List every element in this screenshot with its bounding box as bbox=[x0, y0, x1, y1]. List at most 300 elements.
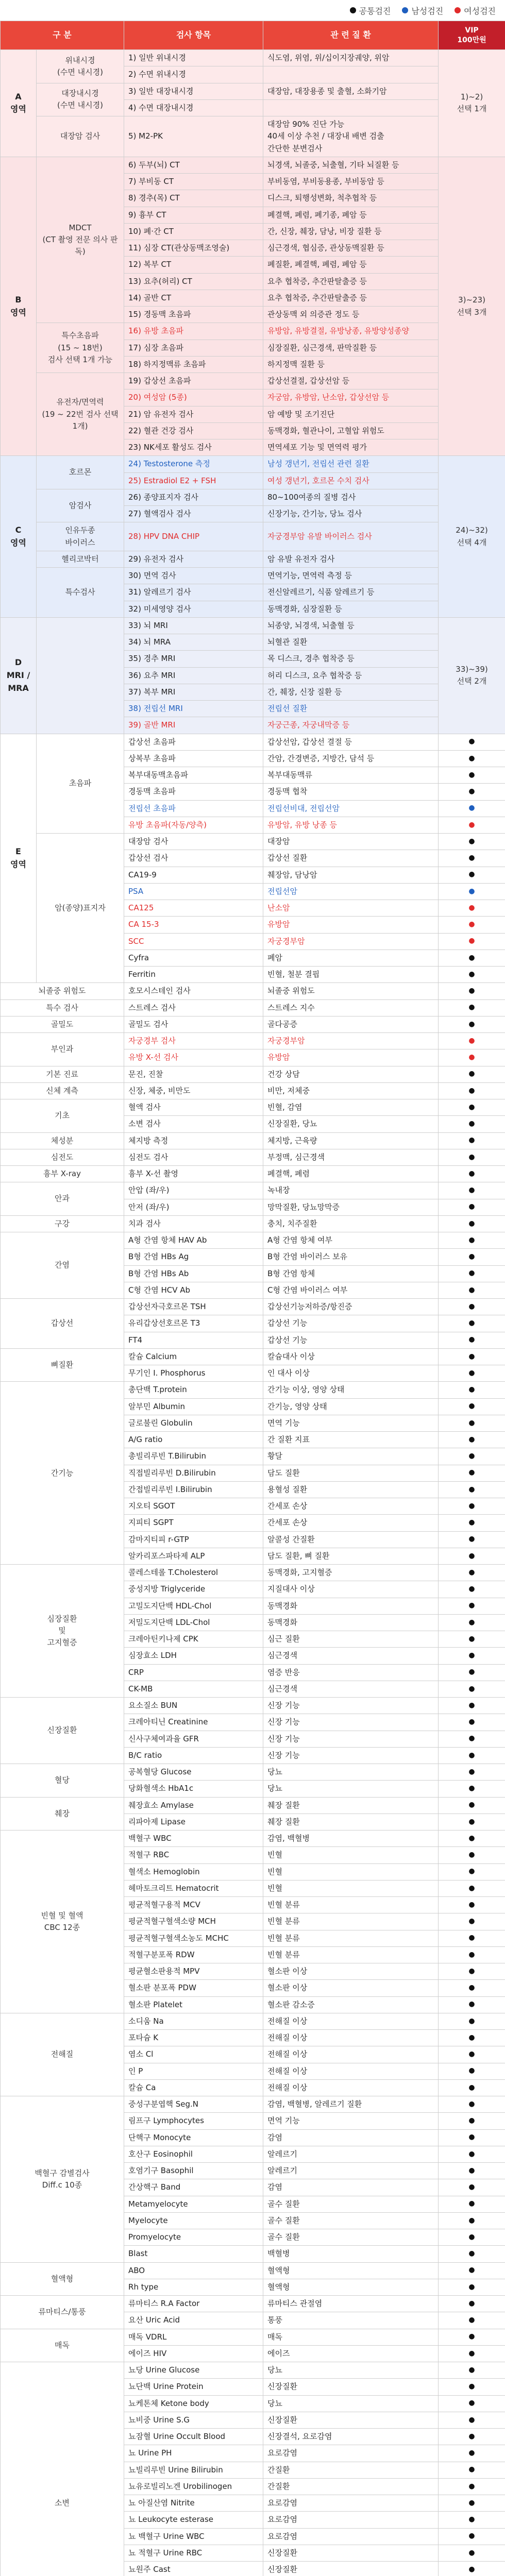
section-label: C 영역 bbox=[1, 456, 37, 618]
table-row bbox=[1, 1764, 505, 1781]
vip-mark bbox=[439, 734, 505, 750]
test-item: 고밀도지단백 HDL-Chol bbox=[124, 1598, 263, 1614]
related-disease: 관상동맥 외 의증관 정도 등 bbox=[263, 307, 439, 323]
category-cell: 대장암 검사 bbox=[37, 116, 124, 157]
vip-mark bbox=[439, 2129, 505, 2146]
vip-mark bbox=[439, 1498, 505, 1515]
category-cell: 헬리코박터 bbox=[37, 551, 124, 567]
vip-mark bbox=[439, 900, 505, 917]
vip-mark bbox=[439, 1199, 505, 1215]
related-disease: 남성 갱년기, 전립선 관련 질환 bbox=[263, 456, 439, 472]
table-row bbox=[1, 1033, 505, 1049]
test-item: 유리갑상선호르몬 T3 bbox=[124, 1315, 263, 1332]
vip-mark bbox=[439, 1863, 505, 1880]
included-dot-icon: ● bbox=[468, 2399, 475, 2408]
related-disease: 빈혈 분류 bbox=[263, 1897, 439, 1913]
included-dot-icon: ● bbox=[468, 953, 475, 962]
vip-mark bbox=[439, 2395, 505, 2412]
test-item: 뇨 아질산염 Nitrite bbox=[124, 2495, 263, 2512]
test-item: 경동맥 초음파 bbox=[124, 784, 263, 800]
included-dot-icon: ● bbox=[468, 2415, 475, 2424]
vip-mark bbox=[439, 1781, 505, 1797]
test-item: 저밀도지단백 LDL-Chol bbox=[124, 1614, 263, 1631]
included-dot-icon: ● bbox=[468, 854, 475, 862]
related-disease: 신장질환 bbox=[263, 2545, 439, 2561]
category-cell: 특수검사 bbox=[37, 568, 124, 618]
included-dot-icon: ● bbox=[468, 1269, 475, 1278]
related-disease: 자궁암, 유방암, 난소암, 갑상선암 등 bbox=[263, 389, 439, 406]
category-cell: 암(종양)표지자 bbox=[37, 834, 124, 983]
included-dot-icon: ● bbox=[468, 1934, 475, 1942]
vip-mark bbox=[439, 834, 505, 850]
test-item: 중성지방 Triglyceride bbox=[124, 1581, 263, 1598]
included-dot-icon: ● bbox=[468, 2116, 475, 2125]
included-dot-icon: ● bbox=[468, 1585, 475, 1594]
included-dot-icon: ● bbox=[468, 1518, 475, 1527]
vip-mark bbox=[439, 1548, 505, 1564]
vip-mark bbox=[439, 750, 505, 767]
section-label: B 영역 bbox=[1, 157, 37, 456]
related-disease: 혈소판 이상 bbox=[263, 1963, 439, 1980]
related-disease: 신장질환, 당뇨 bbox=[263, 1116, 439, 1132]
test-item: Blast bbox=[124, 2246, 263, 2262]
category-cell: 췌장 bbox=[1, 1797, 124, 1831]
included-dot-icon: ● bbox=[468, 1851, 475, 1859]
included-dot-icon: ● bbox=[468, 1120, 475, 1128]
table-body bbox=[1, 50, 505, 2576]
related-disease: 간세포 손상 bbox=[263, 1515, 439, 1531]
included-dot-icon: ● bbox=[468, 2515, 475, 2524]
table-row bbox=[1, 1016, 505, 1032]
related-disease: 복부대동맥류 bbox=[263, 767, 439, 784]
category-cell: 신장질환 bbox=[1, 1698, 124, 1764]
test-item: 뇨단백 Urine Protein bbox=[124, 2379, 263, 2395]
test-item: 인 P bbox=[124, 2063, 263, 2079]
related-disease: 동맥경화, 고지혈증 bbox=[263, 1565, 439, 1581]
related-disease: 신장결석, 요로감염 bbox=[263, 2429, 439, 2445]
category-cell: 호르몬 bbox=[37, 456, 124, 489]
included-dot-icon: ● bbox=[468, 754, 475, 762]
test-item: ABO bbox=[124, 2262, 263, 2279]
test-item: 중성구분엽핵 Seg.N bbox=[124, 2096, 263, 2113]
test-item: 총단백 T.protein bbox=[124, 1382, 263, 1398]
test-item: 포타슘 K bbox=[124, 2030, 263, 2046]
test-item: C형 간염 HCV Ab bbox=[124, 1282, 263, 1298]
vip-mark bbox=[439, 1049, 505, 1066]
related-disease: 간질환 bbox=[263, 2478, 439, 2495]
vip-mark bbox=[439, 2329, 505, 2345]
vip-mark bbox=[439, 1531, 505, 1548]
related-disease: 신장 기능 bbox=[263, 1747, 439, 1764]
vip-mark bbox=[439, 1332, 505, 1348]
table-row bbox=[1, 2296, 505, 2312]
table-row bbox=[1, 1348, 505, 1365]
category-cell: 심장질환 및 고지혈증 bbox=[1, 1565, 124, 1698]
category-cell: 대장내시경 (수면 내시경) bbox=[37, 83, 124, 116]
related-disease: 빈혈 분류 bbox=[263, 1930, 439, 1946]
test-item: 39) 골반 MRI bbox=[124, 717, 263, 734]
category-cell: 백혈구 감별검사 Diff.c 10종 bbox=[1, 2096, 124, 2263]
test-item: 11) 심장 CT(관상동맥조영술) bbox=[124, 240, 263, 257]
included-dot-icon: ● bbox=[468, 2232, 475, 2241]
related-disease: 망막질환, 당뇨망막증 bbox=[263, 1199, 439, 1215]
vip-mark bbox=[439, 2445, 505, 2462]
related-disease: 유방암, 유방 낭종 등 bbox=[263, 817, 439, 833]
related-disease: 혈소판 감소증 bbox=[263, 1996, 439, 2013]
table-row bbox=[1, 1182, 505, 1199]
vip-mark bbox=[439, 950, 505, 966]
related-disease: 감염, 백혈병, 알레르기 질환 bbox=[263, 2096, 439, 2113]
test-item: 리파아제 Lipase bbox=[124, 1814, 263, 1830]
included-dot-icon: ● bbox=[468, 1103, 475, 1111]
test-item: 혈색소 Hemoglobin bbox=[124, 1863, 263, 1880]
table-row bbox=[1, 2013, 505, 2029]
related-disease: 감염 bbox=[263, 2129, 439, 2146]
vip-mark bbox=[439, 983, 505, 999]
included-dot-icon: ● bbox=[468, 1634, 475, 1643]
vip-mark bbox=[439, 1913, 505, 1930]
related-disease: 대장암 90% 진단 가능 40세 이상 추천 / 대장내 배변 검출 간단한 분변검사 bbox=[263, 116, 439, 157]
included-dot-icon: ● bbox=[468, 2016, 475, 2025]
included-dot-icon: ● bbox=[468, 2299, 475, 2308]
related-disease: 전해질 이상 bbox=[263, 2013, 439, 2029]
included-dot-icon: ● bbox=[468, 1468, 475, 1477]
test-item: 적혈구 RBC bbox=[124, 1847, 263, 1863]
included-dot-icon: ● bbox=[468, 970, 475, 978]
test-item: 크레아티닌 Creatinine bbox=[124, 1714, 263, 1731]
test-item: 18) 하지정맥류 초음파 bbox=[124, 356, 263, 372]
related-disease: 골수 질환 bbox=[263, 2196, 439, 2212]
test-item: B형 간염 HBs Ab bbox=[124, 1265, 263, 1282]
included-dot-icon: ● bbox=[468, 2050, 475, 2059]
vip-mark bbox=[439, 2362, 505, 2379]
included-dot-icon: ● bbox=[468, 2548, 475, 2557]
vip-mark bbox=[439, 2013, 505, 2029]
vip-mark bbox=[439, 999, 505, 1016]
test-item: 호모시스테인 검사 bbox=[124, 983, 263, 999]
related-disease: A형 간염 항체 여부 bbox=[263, 1232, 439, 1249]
table-row bbox=[1, 834, 505, 850]
related-disease: 췌장암, 담낭암 bbox=[263, 867, 439, 883]
included-dot-icon: ● bbox=[468, 1252, 475, 1261]
included-dot-icon: ● bbox=[468, 2349, 475, 2358]
test-item: A/G ratio bbox=[124, 1432, 263, 1448]
related-disease: 폐암 bbox=[263, 950, 439, 966]
category-cell: 유전자/면역력 (19 ~ 22번 검사 선택 1개) bbox=[37, 373, 124, 456]
section-label: E 영역 bbox=[1, 734, 37, 983]
vip-mark bbox=[439, 1066, 505, 1082]
included-dot-icon: ● bbox=[468, 1070, 475, 1078]
table-row bbox=[1, 456, 505, 472]
included-dot-icon: ● bbox=[468, 2000, 475, 2009]
included-dot-icon: ● bbox=[468, 1136, 475, 1145]
related-disease: 뇌종양, 뇌경색, 뇌출혈 등 bbox=[263, 617, 439, 634]
included-dot-icon: ● bbox=[468, 1618, 475, 1626]
table-row bbox=[1, 2329, 505, 2345]
category-cell: 뼈질환 bbox=[1, 1348, 124, 1382]
category-cell: 간기능 bbox=[1, 1382, 124, 1565]
test-item: 류마티스 R.A Factor bbox=[124, 2296, 263, 2312]
test-item: 28) HPV DNA CHIP bbox=[124, 522, 263, 551]
included-dot-icon: ● bbox=[468, 1086, 475, 1095]
test-item: 알카리포스파타제 ALP bbox=[124, 1548, 263, 1564]
test-item: 간상핵구 Band bbox=[124, 2179, 263, 2196]
related-disease: 간암, 간경변증, 지방간, 담석 등 bbox=[263, 750, 439, 767]
vip-title: VIP bbox=[465, 26, 479, 35]
test-item: 헤마토크리트 Hematocrit bbox=[124, 1880, 263, 1896]
vip-mark bbox=[439, 2562, 505, 2576]
related-disease: 부비동염, 부비동용종, 부비동암 등 bbox=[263, 174, 439, 190]
test-item: 평균적혈구혈색소농도 MCHC bbox=[124, 1930, 263, 1946]
test-item: 9) 흉부 CT bbox=[124, 207, 263, 223]
included-dot-icon: ● bbox=[468, 1834, 475, 1842]
related-disease: 전해질 이상 bbox=[263, 2079, 439, 2096]
legend-label: 남성검진 bbox=[411, 6, 444, 16]
table-row bbox=[1, 83, 505, 99]
included-dot-icon: ● bbox=[468, 1784, 475, 1793]
related-disease: 전해질 이상 bbox=[263, 2046, 439, 2063]
test-item: 뇨 백혈구 Urine WBC bbox=[124, 2528, 263, 2545]
vip-mark bbox=[439, 1581, 505, 1598]
vip-mark bbox=[439, 2412, 505, 2428]
included-dot-icon: ● bbox=[468, 1235, 475, 1244]
vip-mark bbox=[439, 2246, 505, 2262]
test-item: 신장, 체중, 비만도 bbox=[124, 1082, 263, 1099]
vip-mark bbox=[439, 1664, 505, 1681]
included-dot-icon: ● bbox=[468, 1551, 475, 1560]
included-dot-icon: ● bbox=[468, 1153, 475, 1161]
related-disease: B형 간염 바이러스 보유 bbox=[263, 1249, 439, 1265]
related-disease: 동맥경화 bbox=[263, 1614, 439, 1631]
legend-label: 공통검진 bbox=[359, 6, 391, 16]
red-dot-icon bbox=[454, 7, 461, 13]
test-item: 요산 Uric Acid bbox=[124, 2312, 263, 2329]
related-disease: 신장 기능 bbox=[263, 1714, 439, 1731]
related-disease: 면역 기능 bbox=[263, 2113, 439, 2129]
category-cell: 구강 bbox=[1, 1215, 124, 1232]
included-dot-icon: ● bbox=[468, 2498, 475, 2507]
test-item: 체지방 측정 bbox=[124, 1132, 263, 1149]
related-disease: 매독 bbox=[263, 2329, 439, 2345]
included-dot-icon: ● bbox=[468, 1053, 475, 1062]
related-disease bbox=[263, 99, 439, 116]
table-row bbox=[1, 489, 505, 505]
test-item: 문진, 진찰 bbox=[124, 1066, 263, 1082]
test-item: 칼슘 Calcium bbox=[124, 1348, 263, 1365]
included-dot-icon: ● bbox=[468, 1984, 475, 1992]
included-dot-icon: ● bbox=[468, 1285, 475, 1294]
included-dot-icon: ● bbox=[468, 1817, 475, 1826]
test-item: Ferritin bbox=[124, 967, 263, 983]
included-dot-icon: ● bbox=[468, 1601, 475, 1610]
related-disease: 담도 질환, 뼈 질환 bbox=[263, 1548, 439, 1564]
category-cell: 뇌졸중 위험도 bbox=[1, 983, 124, 999]
vip-mark bbox=[439, 2379, 505, 2395]
vip-mark bbox=[439, 2079, 505, 2096]
vip-mark bbox=[439, 1698, 505, 1714]
header-item: 검사 항목 bbox=[124, 21, 263, 50]
test-item: 무기인 I. Phosphorus bbox=[124, 1365, 263, 1382]
test-item: 소디움 Na bbox=[124, 2013, 263, 2029]
included-dot-icon: ● bbox=[468, 903, 475, 912]
category-cell: 혈당 bbox=[1, 1764, 124, 1798]
section-label: D MRI / MRA bbox=[1, 617, 37, 734]
test-item: 혈소판 분포폭 PDW bbox=[124, 1980, 263, 1996]
related-disease: 폐결핵, 폐렴 bbox=[263, 1166, 439, 1182]
included-dot-icon: ● bbox=[468, 1452, 475, 1461]
related-disease: 체지방, 근육량 bbox=[263, 1132, 439, 1149]
category-cell: 심전도 bbox=[1, 1149, 124, 1165]
included-dot-icon: ● bbox=[468, 2266, 475, 2275]
test-item: SCC bbox=[124, 933, 263, 950]
table-row bbox=[1, 1232, 505, 1249]
test-item: 35) 경추 MRI bbox=[124, 651, 263, 667]
section-label: A 영역 bbox=[1, 50, 37, 157]
vip-mark bbox=[439, 1132, 505, 1149]
test-item: 공복혈당 Glucose bbox=[124, 1764, 263, 1781]
related-disease: 전립선 질환 bbox=[263, 701, 439, 717]
table-row bbox=[1, 1132, 505, 1149]
related-disease: 목 디스크, 경추 협착증 등 bbox=[263, 651, 439, 667]
vip-mark bbox=[439, 2312, 505, 2329]
table-row bbox=[1, 522, 505, 551]
table-row bbox=[1, 2096, 505, 2113]
vip-mark bbox=[439, 2096, 505, 2113]
table-row bbox=[1, 1698, 505, 1714]
related-disease: 칼슘대사 이상 bbox=[263, 1348, 439, 1365]
category-cell: 인유두종 바이러스 bbox=[37, 522, 124, 551]
test-item: A형 간염 항체 HAV Ab bbox=[124, 1232, 263, 1249]
related-disease: 면역세포 기능 및 면역력 평가 bbox=[263, 439, 439, 456]
test-item: 24) Testosterone 측정 bbox=[124, 456, 263, 472]
included-dot-icon: ● bbox=[468, 2216, 475, 2225]
related-disease: 유방암 bbox=[263, 1049, 439, 1066]
test-item: 13) 요추(허리) CT bbox=[124, 273, 263, 290]
included-dot-icon: ● bbox=[468, 2465, 475, 2474]
vip-mark bbox=[439, 1946, 505, 1963]
related-disease: 면역기능, 면역력 측정 등 bbox=[263, 568, 439, 584]
included-dot-icon: ● bbox=[468, 1435, 475, 1444]
vip-mark bbox=[439, 2512, 505, 2528]
related-disease: 신장질환 bbox=[263, 2562, 439, 2576]
related-disease: 담도 질환 bbox=[263, 1465, 439, 1481]
vip-mark bbox=[439, 767, 505, 784]
vip-mark bbox=[439, 1897, 505, 1913]
vip-mark bbox=[439, 1116, 505, 1132]
related-disease: 빈혈, 감염 bbox=[263, 1099, 439, 1116]
test-item: 소변 검사 bbox=[124, 1116, 263, 1132]
included-dot-icon: ● bbox=[468, 987, 475, 995]
vip-mark bbox=[439, 1215, 505, 1232]
included-dot-icon: ● bbox=[468, 1302, 475, 1311]
vip-choice: 24)~32) 선택 4개 bbox=[439, 456, 505, 618]
legend bbox=[0, 0, 505, 21]
vip-mark bbox=[439, 2462, 505, 2478]
test-item: 감마지티피 r-GTP bbox=[124, 1531, 263, 1548]
related-disease: 간, 췌장, 신장 질환 등 bbox=[263, 684, 439, 700]
test-item: 3) 일반 대장내시경 bbox=[124, 83, 263, 99]
test-item: 안저 (좌/우) bbox=[124, 1199, 263, 1215]
related-disease: 심장질환, 심근경색, 판막질환 등 bbox=[263, 340, 439, 356]
test-item: 평균적혈구혈색소량 MCH bbox=[124, 1913, 263, 1930]
related-disease: 동맥경화, 혈관나이, 고혈압 위험도 bbox=[263, 422, 439, 439]
test-item: 신사구체여과율 GFR bbox=[124, 1731, 263, 1747]
vip-choice: 33)~39) 선택 2개 bbox=[439, 617, 505, 734]
test-item: 뇨원주 Cast bbox=[124, 2562, 263, 2576]
related-disease: 빈혈, 철분 결핍 bbox=[263, 967, 439, 983]
vip-mark bbox=[439, 2262, 505, 2279]
included-dot-icon: ● bbox=[468, 1801, 475, 1809]
vip-mark bbox=[439, 817, 505, 833]
vip-mark bbox=[439, 2429, 505, 2445]
included-dot-icon: ● bbox=[468, 804, 475, 812]
table-row bbox=[1, 2362, 505, 2379]
test-item: 평균적혈구용적 MCV bbox=[124, 1897, 263, 1913]
category-cell: 혈액형 bbox=[1, 2262, 124, 2296]
related-disease: 난소암 bbox=[263, 900, 439, 917]
included-dot-icon: ● bbox=[468, 1917, 475, 1926]
included-dot-icon: ● bbox=[468, 737, 475, 746]
related-disease: 스트레스 지수 bbox=[263, 999, 439, 1016]
included-dot-icon: ● bbox=[468, 1684, 475, 1693]
category-cell: 소변 bbox=[1, 2362, 124, 2576]
vip-mark bbox=[439, 2212, 505, 2229]
table-row bbox=[1, 323, 505, 340]
test-item: 22) 혈관 건강 검사 bbox=[124, 422, 263, 439]
test-item: 에이즈 HIV bbox=[124, 2345, 263, 2362]
test-item: Cyfra bbox=[124, 950, 263, 966]
header-section: 구 분 bbox=[1, 21, 124, 50]
related-disease: 뇌경색, 뇌졸중, 뇌출혈, 기타 뇌질환 등 bbox=[263, 157, 439, 173]
vip-mark bbox=[439, 1880, 505, 1896]
test-item: 25) Estradiol E2 + FSH bbox=[124, 472, 263, 489]
category-cell: 기본 진료 bbox=[1, 1066, 124, 1082]
related-disease: 간세포 손상 bbox=[263, 1498, 439, 1515]
test-item: 33) 뇌 MRI bbox=[124, 617, 263, 634]
test-item: CA125 bbox=[124, 900, 263, 917]
test-item: 6) 두부(뇌) CT bbox=[124, 157, 263, 173]
vip-mark bbox=[439, 1033, 505, 1049]
test-item: 지피티 SGPT bbox=[124, 1515, 263, 1531]
test-item: 12) 복부 CT bbox=[124, 257, 263, 273]
related-disease: 녹내장 bbox=[263, 1182, 439, 1199]
vip-mark bbox=[439, 867, 505, 883]
related-disease: 당뇨 bbox=[263, 1781, 439, 1797]
category-cell: 기초 bbox=[1, 1099, 124, 1133]
related-disease: 자궁근종, 자궁내막증 등 bbox=[263, 717, 439, 734]
related-disease: 신장질환 bbox=[263, 2379, 439, 2395]
legend-item-common bbox=[350, 5, 391, 16]
included-dot-icon: ● bbox=[468, 870, 475, 879]
category-cell: 특수초음파 (15 ~ 18번) 검사 선택 1개 가능 bbox=[37, 323, 124, 373]
included-dot-icon: ● bbox=[468, 1352, 475, 1361]
related-disease: 경동맥 협착 bbox=[263, 784, 439, 800]
vip-mark bbox=[439, 1348, 505, 1365]
related-disease: 신장기능, 간기능, 당뇨 검사 bbox=[263, 506, 439, 522]
test-item: 칼슘 Ca bbox=[124, 2079, 263, 2096]
test-item: 유방 초음파(자동/양측) bbox=[124, 817, 263, 833]
vip-mark bbox=[439, 1831, 505, 1847]
included-dot-icon: ● bbox=[468, 770, 475, 779]
header-vip bbox=[439, 21, 505, 50]
test-item: 백혈구 WBC bbox=[124, 1831, 263, 1847]
category-cell: 류마티스/통풍 bbox=[1, 2296, 124, 2329]
table-row bbox=[1, 373, 505, 389]
test-item: 총빌리루빈 T.Bilirubin bbox=[124, 1448, 263, 1465]
vip-choice: 3)~23) 선택 3개 bbox=[439, 157, 505, 456]
related-disease: 간질환 bbox=[263, 2462, 439, 2478]
included-dot-icon: ● bbox=[468, 1651, 475, 1660]
